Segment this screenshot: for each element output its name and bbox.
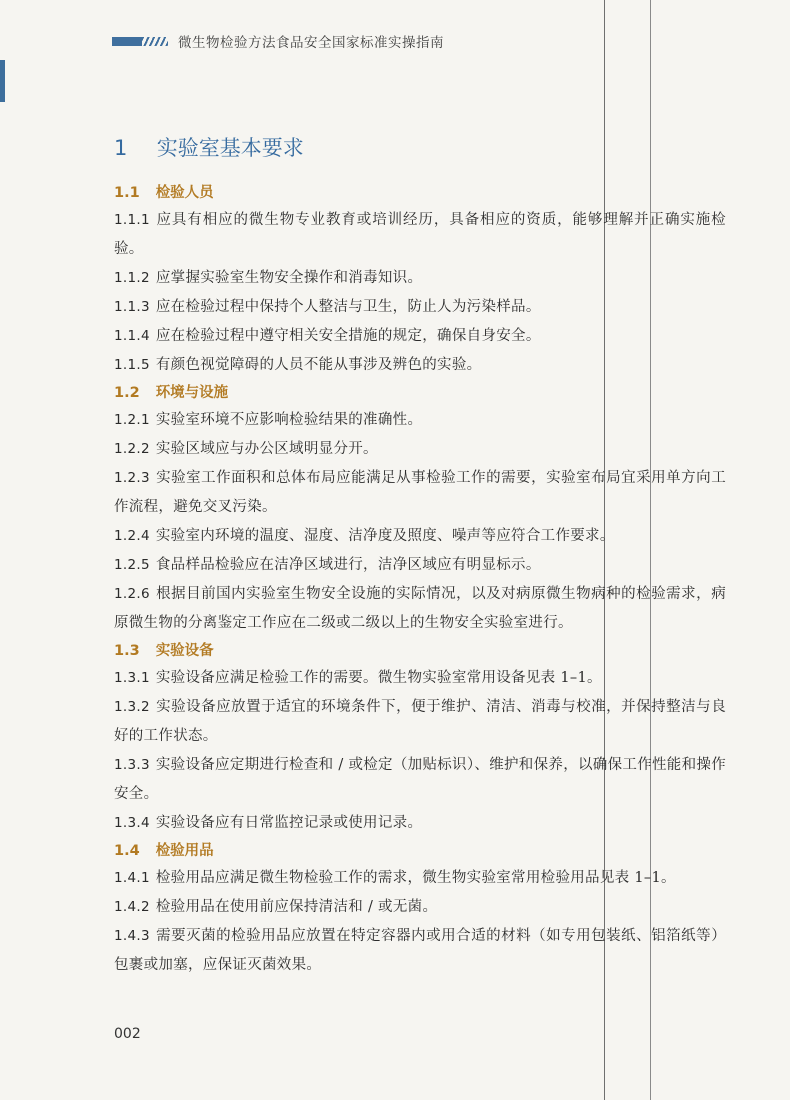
- clause-text: 应掌握实验室生物安全操作和消毒知识。: [155, 270, 423, 286]
- clause-text: 实验设备应定期进行检查和 / 或检定（加贴标识）、维护和保养，以确保工作性能和操作安全。: [114, 757, 727, 802]
- clause-text: 有颜色视觉障碍的人员不能从事涉及辨色的实验。: [155, 357, 482, 373]
- section-number: 1.2: [114, 385, 140, 401]
- section-number: 1.3: [114, 643, 140, 659]
- clause-paragraph: [114, 809, 726, 838]
- clause-number: 1.1.3: [114, 299, 150, 315]
- clause-paragraph: [114, 351, 726, 380]
- clause-paragraph: [114, 864, 726, 893]
- section-heading: [114, 380, 726, 406]
- clause-text: 检验用品在使用前应保持清洁和 / 或无菌。: [155, 899, 438, 915]
- clause-paragraph: [114, 293, 726, 322]
- header-bar-decoration: [112, 37, 142, 46]
- chapter-title: 实验室基本要求: [156, 136, 304, 160]
- clause-number: 1.1.2: [114, 270, 150, 286]
- clause-text: 应具有相应的微生物专业教育或培训经历，具备相应的资质，能够理解并正确实施检验。: [114, 212, 726, 257]
- header-stripe-decoration: [142, 37, 168, 46]
- section-number: 1.4: [114, 843, 140, 859]
- chapter-heading: [114, 132, 726, 164]
- clause-number: 1.2.1: [114, 412, 150, 428]
- page-number: 002: [114, 1026, 141, 1042]
- clause-paragraph: [114, 406, 726, 435]
- clause-paragraph: [114, 322, 726, 351]
- running-header: [112, 30, 444, 52]
- clause-paragraph: [114, 551, 726, 580]
- section-heading: [114, 838, 726, 864]
- clause-text: 应在检验过程中遵守相关安全措施的规定，确保自身安全。: [155, 328, 541, 344]
- clause-text: 应在检验过程中保持个人整洁与卫生，防止人为污染样品。: [155, 299, 541, 315]
- clause-paragraph: [114, 664, 726, 693]
- clause-number: 1.3.1: [114, 670, 150, 686]
- clause-paragraph: [114, 922, 726, 980]
- clause-number: 1.1.1: [114, 212, 150, 228]
- clause-text: 实验室内环境的温度、湿度、洁净度及照度、噪声等应符合工作要求。: [155, 528, 615, 544]
- clause-text: 实验室工作面积和总体布局应能满足从事检验工作的需要，实验室布局宜采用单方向工作流程，避免交叉污染。: [114, 470, 726, 515]
- clause-text: 需要灭菌的检验用品应放置在特定容器内或用合适的材料（如专用包装纸、铝箔纸等）包裹或加塞，应保证灭菌效果。: [114, 928, 726, 973]
- clause-paragraph: [114, 435, 726, 464]
- clause-paragraph: [114, 580, 726, 638]
- clause-number: 1.2.6: [114, 586, 150, 602]
- clause-paragraph: [114, 893, 726, 922]
- clause-text: 实验区域应与办公区域明显分开。: [155, 441, 378, 457]
- clause-text: 实验室环境不应影响检验结果的准确性。: [155, 412, 423, 428]
- clause-number: 1.4.3: [114, 928, 150, 944]
- clause-number: 1.2.2: [114, 441, 150, 457]
- clause-paragraph: [114, 264, 726, 293]
- section-title: 环境与设施: [155, 385, 229, 401]
- clause-text: 食品样品检验应在洁净区域进行，洁净区域应有明显标示。: [155, 557, 541, 573]
- sections-container: [114, 180, 726, 980]
- clause-text: 根据目前国内实验室生物安全设施的实际情况，以及对病原微生物病种的检验需求，病原微生物的分离鉴定工作应在二级或二级以上的生物安全实验室进行。: [114, 586, 726, 631]
- clause-number: 1.2.4: [114, 528, 150, 544]
- clause-text: 检验用品应满足微生物检验工作的需求，微生物实验室常用检验用品见表 1–1。: [155, 870, 676, 886]
- section-title: 检验用品: [155, 843, 214, 859]
- section-title: 实验设备: [155, 643, 214, 659]
- clause-number: 1.2.5: [114, 557, 150, 573]
- clause-paragraph: [114, 206, 726, 264]
- clause-number: 1.3.3: [114, 757, 150, 773]
- clause-number: 1.4.2: [114, 899, 150, 915]
- section-title: 检验人员: [155, 185, 214, 201]
- header-title: 微生物检验方法食品安全国家标准实操指南: [178, 35, 444, 51]
- clause-paragraph: [114, 751, 726, 809]
- section-heading: [114, 638, 726, 664]
- clause-number: 1.1.4: [114, 328, 150, 344]
- clause-number: 1.2.3: [114, 470, 150, 486]
- chapter-number: 1: [114, 136, 128, 160]
- clause-number: 1.3.2: [114, 699, 150, 715]
- clause-text: 实验设备应满足检验工作的需要。微生物实验室常用设备见表 1–1。: [155, 670, 602, 686]
- clause-paragraph: [114, 693, 726, 751]
- section-number: 1.1: [114, 185, 140, 201]
- section-heading: [114, 180, 726, 206]
- edge-tab-marker: [0, 60, 5, 102]
- clause-number: 1.1.5: [114, 357, 150, 373]
- clause-number: 1.4.1: [114, 870, 150, 886]
- page-content: [114, 132, 726, 980]
- clause-paragraph: [114, 522, 726, 551]
- clause-text: 实验设备应有日常监控记录或使用记录。: [155, 815, 423, 831]
- clause-text: 实验设备应放置于适宜的环境条件下，便于维护、清洁、消毒与校准，并保持整洁与良好的工作状态。: [114, 699, 726, 744]
- clause-number: 1.3.4: [114, 815, 150, 831]
- clause-paragraph: [114, 464, 726, 522]
